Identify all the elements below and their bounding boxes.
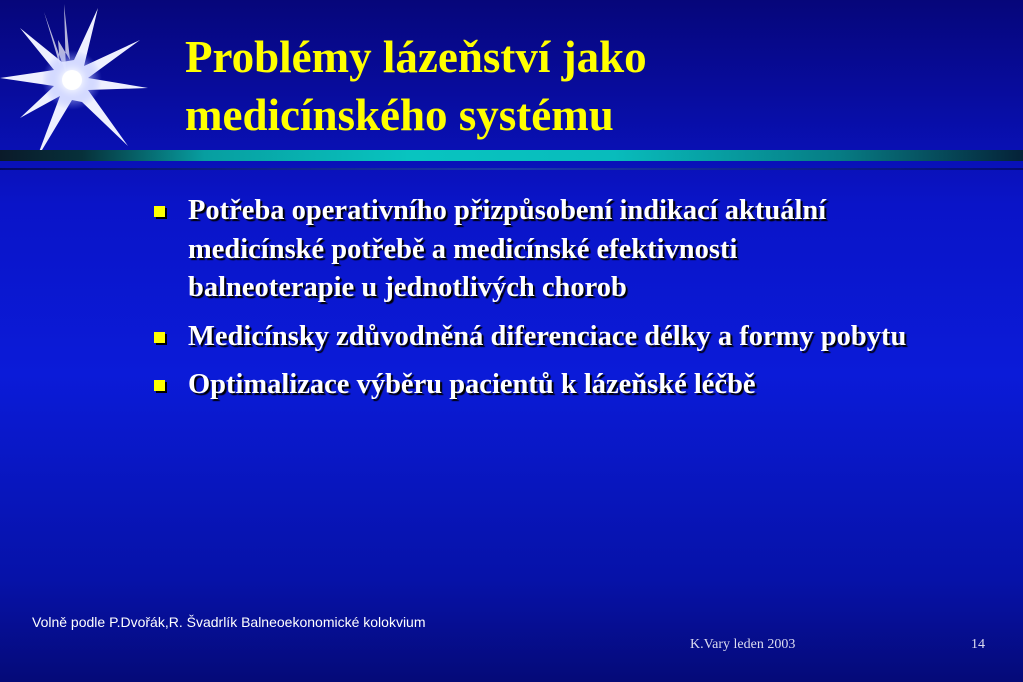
footer-source: Volně podle P.Dvořák,R. Švadrlík Balneoekonomické kolokvium <box>32 614 426 630</box>
title-line-2: medicínského systému <box>185 90 614 140</box>
bullet-item <box>150 318 910 357</box>
slide-title <box>185 28 985 144</box>
square-bullet-icon <box>154 332 165 343</box>
bullet-text: Optimalizace výběru pacientů k lázeňské léčbě <box>188 369 756 400</box>
title-line-1: Problémy lázeňství jako <box>185 32 647 82</box>
slide-number: 14 <box>971 637 985 652</box>
square-bullet-icon <box>154 380 165 391</box>
bullet-text: Medicínsky zdůvodněná diferenciace délky a formy pobytu <box>188 320 907 352</box>
title-divider <box>0 150 1023 161</box>
bullet-item <box>150 366 910 405</box>
square-bullet-icon <box>154 206 165 217</box>
title-divider-shadow <box>0 168 1023 170</box>
bullet-list <box>150 192 910 415</box>
starburst-icon <box>0 0 150 170</box>
footer-author: K.Vary leden 2003 <box>690 637 796 652</box>
bullet-text: Potřeba operativního přizpůsobení indikací aktuální medicínské potřebě a medicínské efektivnosti balneoterapie u jednotlivých chorob <box>188 195 827 303</box>
bullet-item <box>150 192 910 308</box>
